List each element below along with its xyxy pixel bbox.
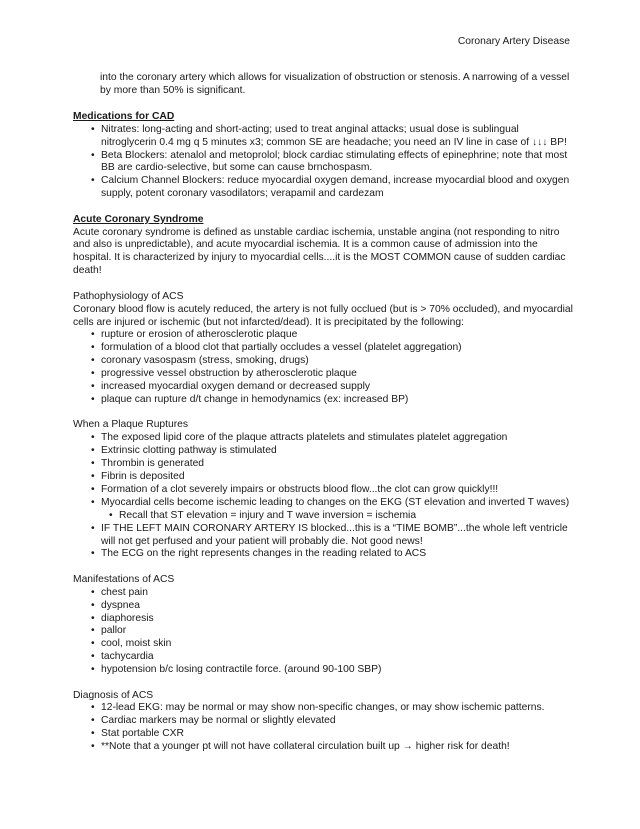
list-item: • **Note that a younger pt will not have collateral circulation built up → higher risk for death! [73, 741, 573, 754]
list-item: • Calcium Channel Blockers: reduce myocardial oxygen demand, increase myocardial blood and oxygen supply, potent coronary vasodilators; verapamil and cardezam [73, 175, 573, 201]
diagnosis-heading: Diagnosis of ACS [73, 689, 154, 701]
list-item: • Nitrates: long-acting and short-acting; used to treat anginal attacks; usual dose is sublingual nitroglycerin 0.4 mg q 5 minutes x3; common SE are headache; you need an IV line in case of ↓↓↓ BP! [73, 124, 573, 150]
manifestations-heading: Manifestations of ACS [73, 573, 175, 585]
acs-section [73, 214, 573, 279]
page-header-title: Coronary Artery Disease [457, 36, 570, 47]
list-item: • Beta Blockers: atenalol and metoprolol; block cardiac stimulating effects of epinephrine; note that most BB are cardio-selective, but some can cause brnchospasm. [73, 150, 573, 176]
medications-heading: Medications for CAD [73, 110, 175, 122]
pathophysiology-list [73, 329, 573, 406]
medications-list [73, 124, 573, 201]
list-item: • Thrombin is generated [73, 458, 573, 471]
acs-heading: Acute Coronary Syndrome [73, 213, 204, 225]
plaque-rupture-heading: When a Plaque Ruptures [73, 419, 189, 431]
list-item: • coronary vasospasm (stress, smoking, drugs) [73, 355, 573, 368]
diagnosis-section [73, 690, 573, 755]
list-item: • formulation of a blood clot that partially occludes a vessel (platelet aggregation) [73, 342, 573, 355]
list-item: • Myocardial cells become ischemic leading to changes on the EKG (ST elevation and inverted T waves) [73, 497, 573, 510]
pathophysiology-paragraph: Coronary blood flow is acutely reduced, the artery is not fully occlued (but is > 70% occluded), and myocardial cells are injured or ischemic (but not infarcted/dead). It is precipitated by the following: [73, 303, 573, 328]
acs-paragraph: Acute coronary syndrome is defined as unstable cardiac ischemia, unstable angina (not responding to nitro and also is unpredictable), and acute myocardial ischemia. It is a common cause of admission into the hospital. It is characterized by injury to myocardial cells....it is the MOST COMMON cause of sudden cardiac death! [73, 226, 566, 277]
list-item: • Recall that ST elevation = injury and T wave inversion = ischemia [73, 510, 573, 523]
pathophysiology-section [73, 291, 573, 407]
plaque-rupture-list [73, 432, 573, 509]
list-item: • hypotension b/c losing contractile force. (around 90-100 SBP) [73, 664, 573, 677]
list-item: • The ECG on the right represents changes in the reading related to ACS [73, 548, 573, 561]
medications-section [73, 111, 573, 201]
list-item: • tachycardia [73, 651, 573, 664]
list-item: • plaque can rupture d/t change in hemodynamics (ex: increased BP) [73, 394, 573, 407]
list-item: • chest pain [73, 587, 573, 600]
list-item: • Extrinsic clotting pathway is stimulated [73, 445, 573, 458]
list-item: • diaphoresis [73, 613, 573, 626]
diagnosis-list [73, 702, 573, 754]
list-item: • IF THE LEFT MAIN CORONARY ARTERY IS blocked...this is a “TIME BOMB”...the whole left ventricle will not get perfused and your patient will probably die. Not good news! [73, 523, 573, 549]
plaque-rupture-section [73, 419, 573, 561]
list-item: • Stat portable CXR [73, 728, 573, 741]
list-item: • Formation of a clot severely impairs or obstructs blood flow...the clot can grow quickly!!! [73, 484, 573, 497]
intro-paragraph: into the coronary artery which allows for visualization of obstruction or stenosis. A narrowing of a vessel by more than 50% is significant. [100, 72, 570, 96]
list-item: • pallor [73, 625, 573, 638]
manifestations-section [73, 574, 573, 677]
list-item: • dyspnea [73, 600, 573, 613]
manifestations-list [73, 587, 573, 677]
list-item: • rupture or erosion of atherosclerotic plaque [73, 329, 573, 342]
list-item: • Cardiac markers may be normal or slightly elevated [73, 715, 573, 728]
list-item: • The exposed lipid core of the plaque attracts platelets and stimulates platelet aggregation [73, 432, 573, 445]
list-item: • 12-lead EKG: may be normal or may show non-specific changes, or may show ischemic patterns. [73, 702, 573, 715]
plaque-rupture-list-continued [73, 523, 573, 562]
list-item: • increased myocardial oxygen demand or decreased supply [73, 381, 573, 394]
plaque-rupture-sublist [73, 510, 573, 523]
list-item: • Fibrin is deposited [73, 471, 573, 484]
list-item: • cool, moist skin [73, 638, 573, 651]
pathophysiology-heading: Pathophysiology of ACS [73, 290, 184, 302]
document-body [73, 72, 573, 754]
list-item: • progressive vessel obstruction by atherosclerotic plaque [73, 368, 573, 381]
